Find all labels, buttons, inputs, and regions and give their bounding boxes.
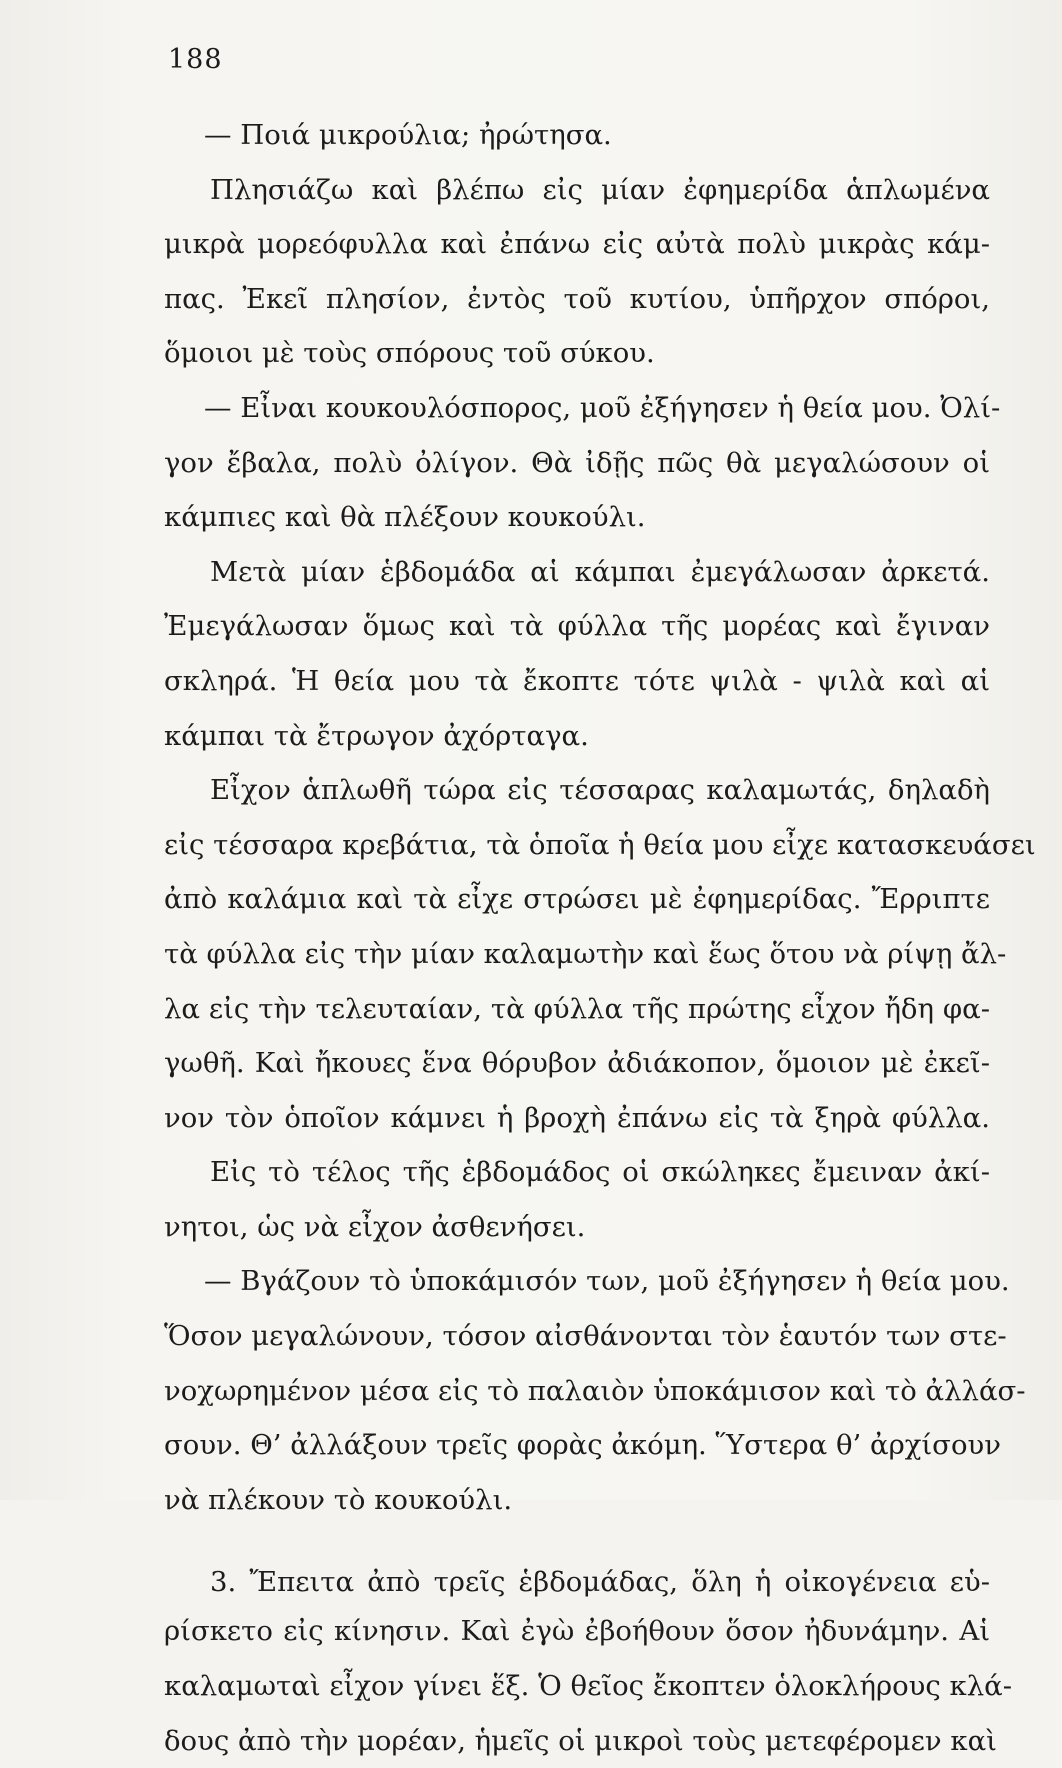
text-line: Ὅσον μεγαλώνουν, τόσον αἰσθάνονται τὸν ἑαυτόν των στε- xyxy=(164,1320,1007,1353)
text-line: Πλησιάζω καὶ βλέπω εἰς μίαν ἐφημερίδα ἁπλωμένα xyxy=(210,173,990,206)
text-line: νὰ πλέκουν τὸ κουκούλι. xyxy=(164,1483,513,1516)
text-line: Εἶχον ἁπλωθῆ τώρα εἰς τέσσαρας καλαμωτάς, δηλαδὴ xyxy=(210,774,990,807)
text-line: πας. Ἐκεῖ πλησίον, ἐντὸς τοῦ κυτίου, ὑπῆρχον σπόροι, xyxy=(164,282,990,315)
text-line: Ἐμεγάλωσαν ὅμως καὶ τὰ φύλλα τῆς μορέας καὶ ἔγιναν xyxy=(164,610,990,643)
text-line: μικρὰ μορεόφυλλα καὶ ἐπάνω εἰς αὐτὰ πολὺ μικρὰς κάμ- xyxy=(164,228,990,261)
text-line: 3. Ἔπειτα ἀπὸ τρεῖς ἑβδομάδας, ὅλη ἡ οἰκογένεια εὑ- xyxy=(210,1566,990,1599)
text-line: νον τὸν ὁποῖον κάμνει ἡ βροχὴ ἐπάνω εἰς τὰ ξηρὰ φύλλα. xyxy=(164,1101,990,1134)
text-line: νητοι, ὡς νὰ εἶχον ἀσθενήσει. xyxy=(164,1210,586,1243)
page-number: 188 xyxy=(168,44,223,75)
text-line: γον ἔβαλα, πολὺ ὀλίγον. Θὰ ἰδῇς πῶς θὰ μεγαλώσουν οἱ xyxy=(164,446,990,479)
text-line: κάμπαι τὰ ἔτρωγον ἀχόρταγα. xyxy=(164,719,589,752)
body-text xyxy=(164,108,1036,1768)
text-line: κάμπιες καὶ θὰ πλέξουν κουκούλι. xyxy=(164,501,646,534)
text-line: νοχωρημένον μέσα εἰς τὸ παλαιὸν ὑποκάμισον καὶ τὸ ἀλλάσ- xyxy=(164,1374,1026,1407)
text-line: — Ποιά μικρούλια; ἠρώτησα. xyxy=(204,119,612,151)
text-line: Μετὰ μίαν ἑβδομάδα αἱ κάμπαι ἐμεγάλωσαν ἀρκετά. xyxy=(210,555,990,588)
text-line: εἰς τέσσαρα κρεβάτια, τὰ ὁποῖα ἡ θεία μου εἶχε κατασκευάσει xyxy=(164,828,1036,861)
text-line: σουν. Θ’ ἀλλάξουν τρεῖς φορὰς ἀκόμη. Ὕστερα θ’ ἀρχίσουν xyxy=(164,1429,1001,1462)
text-line: — Εἶναι κουκουλόσπορος, μοῦ ἐξήγησεν ἡ θεία μου. Ὀλί- xyxy=(204,391,1001,424)
text-line: σκληρά. Ἡ θεία μου τὰ ἔκοπτε τότε ψιλὰ - ψιλὰ καὶ αἱ xyxy=(164,664,990,697)
text-line: Εἰς τὸ τέλος τῆς ἑβδομάδος οἱ σκώληκες ἔμειναν ἀκί- xyxy=(210,1156,990,1189)
text-line: καλαμωταὶ εἶχον γίνει ἕξ. Ὁ θεῖος ἔκοπτεν ὁλοκλήρους κλά- xyxy=(164,1670,1013,1703)
text-line: τὰ φύλλα εἰς τὴν μίαν καλαμωτὴν καὶ ἕως ὅτου νὰ ρίψῃ ἄλ- xyxy=(164,937,1007,970)
text-line: — Βγάζουν τὸ ὑποκάμισόν των, μοῦ ἐξήγησεν ἡ θεία μου. xyxy=(204,1265,1010,1298)
text-line: γωθῆ. Καὶ ἤκουες ἕνα θόρυβον ἀδιάκοπον, ὅμοιον μὲ ἐκεῖ- xyxy=(164,1047,990,1080)
text-line: ρίσκετο εἰς κίνησιν. Καὶ ἐγὼ ἐβοήθουν ὅσον ἠδυνάμην. Αἱ xyxy=(164,1615,990,1648)
text-line: ἀπὸ καλάμια καὶ τὰ εἶχε στρώσει μὲ ἐφημερίδας. Ἔρριπτε xyxy=(164,883,990,916)
text-line: ὅμοιοι μὲ τοὺς σπόρους τοῦ σύκου. xyxy=(164,337,655,370)
text-line: δους ἀπὸ τὴν μορέαν, ἡμεῖς οἱ μικροὶ τοὺς μετεφέρομεν καὶ xyxy=(164,1724,997,1757)
text-line: λα εἰς τὴν τελευταίαν, τὰ φύλλα τῆς πρώτης εἶχον ἤδη φα- xyxy=(164,992,990,1025)
